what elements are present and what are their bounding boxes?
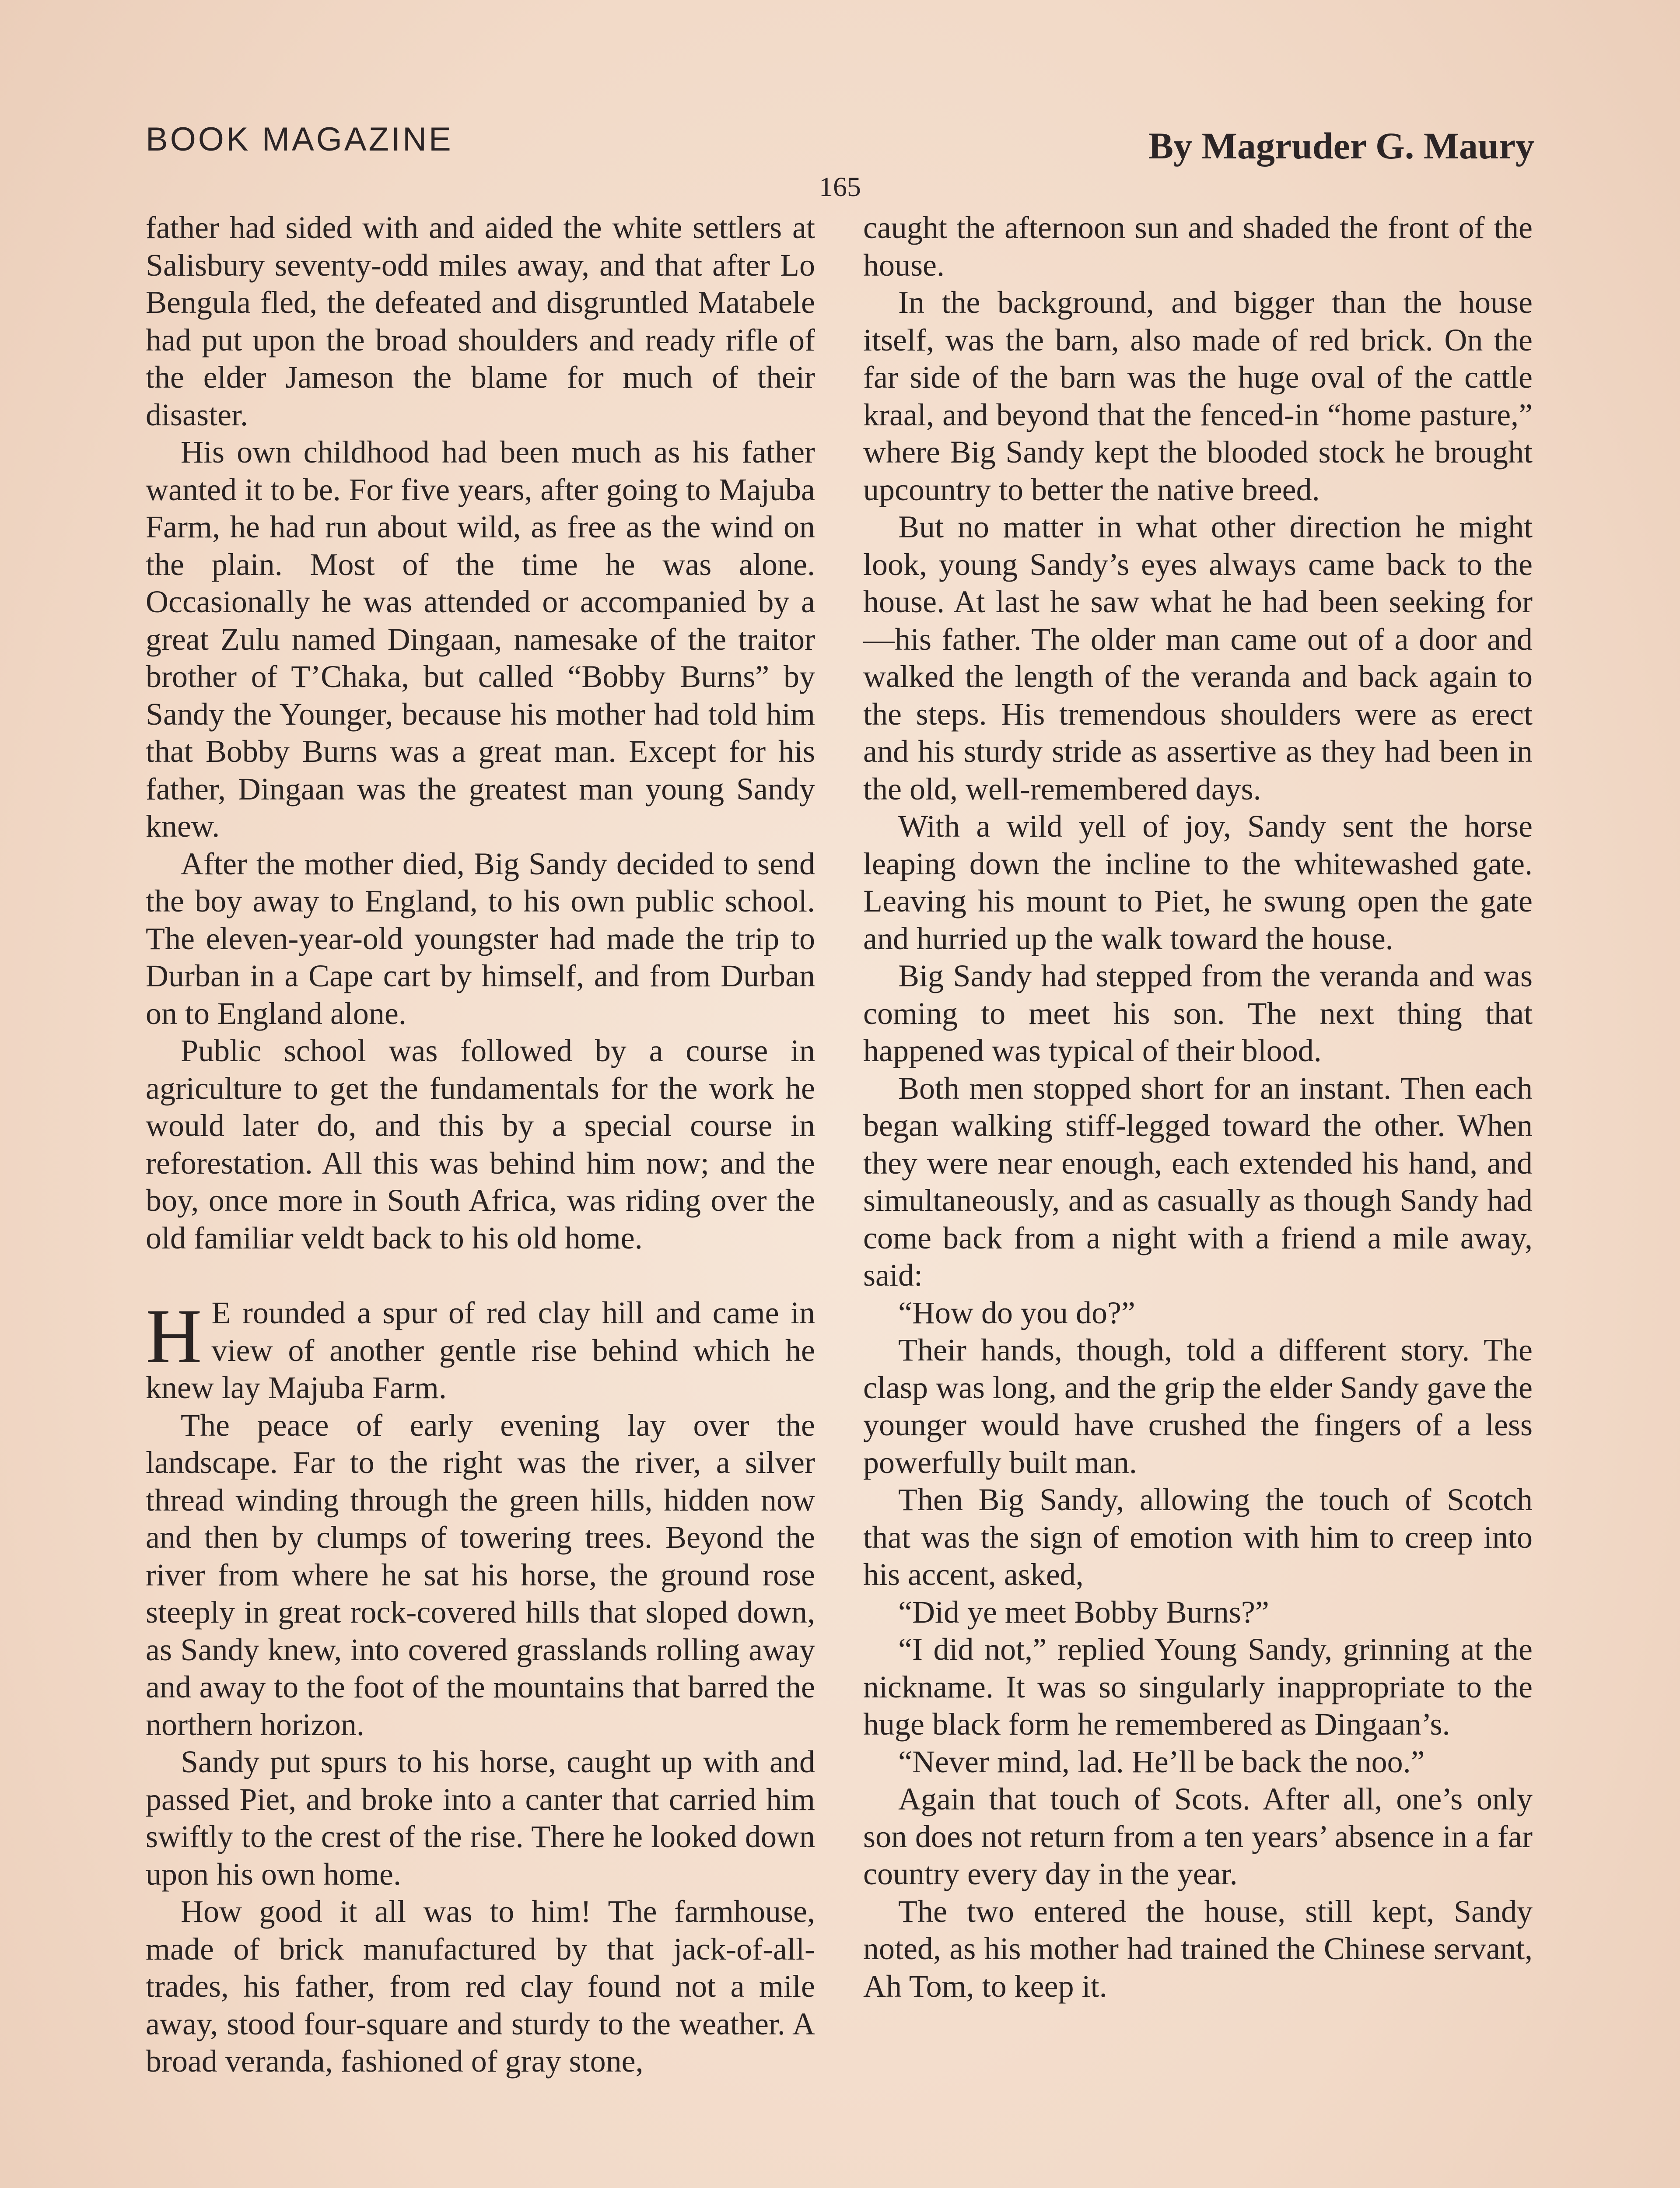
- paragraph: “Never mind, lad. He’ll be back the noo.”: [898, 1744, 1425, 1779]
- paragraph: “Did ye meet Bobby Burns?”: [898, 1594, 1269, 1630]
- paragraph: With a wild yell of joy, Sandy sent the horse leaping down the incline to the whitewashed gate. Leaving his mount to Piet, he swung open the gate and hurried up the walk toward the house.: [863, 809, 1533, 956]
- opening-text: E rounded a spur of red clay hill and came in view of another gentle rise behind which he knew lay Majuba Farm.: [146, 1295, 815, 1405]
- paragraph: The two entered the house, still kept, Sandy noted, as his mother had trained the Chinese servant, Ah Tom, to keep it.: [863, 1893, 1533, 2004]
- paragraph: Again that touch of Scots. After all, one’s only son does not return from a ten years’ absence in a far country every day in the year.: [863, 1781, 1533, 1891]
- paragraph: Both men stopped short for an instant. Then each began walking stiff-legged toward the other. When they were near enough, each extended his hand, and simultaneously, and as casually as though Sandy had come back from a night with a friend a mile away, said:: [863, 1070, 1533, 1293]
- section-break: [146, 1257, 815, 1294]
- paragraph: How good it all was to him! The farmhouse, made of brick manufactured by that jack-of-all-trades, his father, from red clay found not a mile away, stood four-square and sturdy to the weather. A broad veranda, fashioned of gray stone,: [146, 1894, 815, 2079]
- paragraph: After the mother died, Big Sandy decided to send the boy away to England, to his own public school. The eleven-year-old youngster had made the trip to Durban in a Cape cart by himself, and from Durban on to England alone.: [146, 846, 815, 1031]
- author-byline: By Magruder G. Maury: [1148, 125, 1534, 167]
- drop-cap: H: [146, 1293, 202, 1379]
- running-header: [146, 120, 1534, 168]
- paragraph: Big Sandy had stepped from the veranda and was coming to meet his son. The next thing that happened was typical of their blood.: [863, 958, 1533, 1068]
- page-number: 165: [819, 171, 861, 202]
- left-column: [146, 209, 815, 2188]
- paragraph: Sandy put spurs to his horse, caught up with and passed Piet, and broke into a canter that carried him swiftly to the crest of the rise. There he looked down upon his own home.: [146, 1744, 815, 1892]
- paragraph: The peace of early evening lay over the landscape. Far to the right was the river, a silver thread winding through the green hills, hidden now and then by clumps of towering trees. Beyond the river from where he sat his horse, the ground rose steeply in great rock-covered hills that sloped down, as Sandy knew, into covered grasslands rolling away and away to the foot of the mountains that barred the northern horizon.: [146, 1407, 815, 1742]
- paragraph: Public school was followed by a course in agriculture to get the fundamentals for the work he would later do, and this by a special course in reforestation. All this was behind him now; and the boy, once more in South Africa, was riding over the old familiar veldt back to his old home.: [146, 1033, 815, 1255]
- paragraph: His own childhood had been much as his father wanted it to be. For five years, after going to Majuba Farm, he had run about wild, as free as the wind on the plain. Most of the time he was alone. Occasionally he was attended or accompanied by a great Zulu named Dingaan, namesake of the traitor brother of T’Chaka, but called “Bobby Burns” by Sandy the Younger, because his mother had told him that Bobby Burns was a great man. Except for his father, Dingaan was the greatest man young Sandy knew.: [146, 435, 815, 844]
- magazine-title: BOOK MAGAZINE: [146, 121, 453, 158]
- paragraph: In the background, and bigger than the house itself, was the barn, also made of red brick. On the far side of the barn was the huge oval of the cattle kraal, and beyond that the fenced-in “home pasture,” where Big Sandy kept the blooded stock he brought upcountry to better the native breed.: [863, 285, 1533, 507]
- right-column: [863, 209, 1533, 2188]
- paragraph: father had sided with and aided the white settlers at Salisbury seventy-odd miles away, and that after Lo Bengula fled, the defeated and disgruntled Matabele had put upon the broad shoulders and ready rifle of the elder Jameson the blame for much of their disaster.: [146, 210, 815, 432]
- section-opening-paragraph: [146, 1294, 815, 1407]
- paragraph: “I did not,” replied Young Sandy, grinning at the nickname. It was so singularly inappropriate to the huge black form he remembered as Dingaan’s.: [863, 1632, 1533, 1742]
- paragraph: Their hands, though, told a different story. The clasp was long, and the grip the elder Sandy gave the younger would have crushed the fingers of a less powerfully built man.: [863, 1332, 1533, 1480]
- paragraph: “How do you do?”: [898, 1295, 1135, 1330]
- paragraph: Then Big Sandy, allowing the touch of Scotch that was the sign of emotion with him to creep into his accent, asked,: [863, 1482, 1533, 1592]
- paragraph: caught the afternoon sun and shaded the front of the house.: [863, 210, 1533, 283]
- paragraph: But no matter in what other direction he might look, young Sandy’s eyes always came back to the house. At last he saw what he had been seeking for—his father. The older man came out of a door and walked the length of the veranda and back again to the steps. His tremendous shoulders were as erect and his sturdy stride as assertive as they had been in the old, well-remembered days.: [863, 509, 1533, 806]
